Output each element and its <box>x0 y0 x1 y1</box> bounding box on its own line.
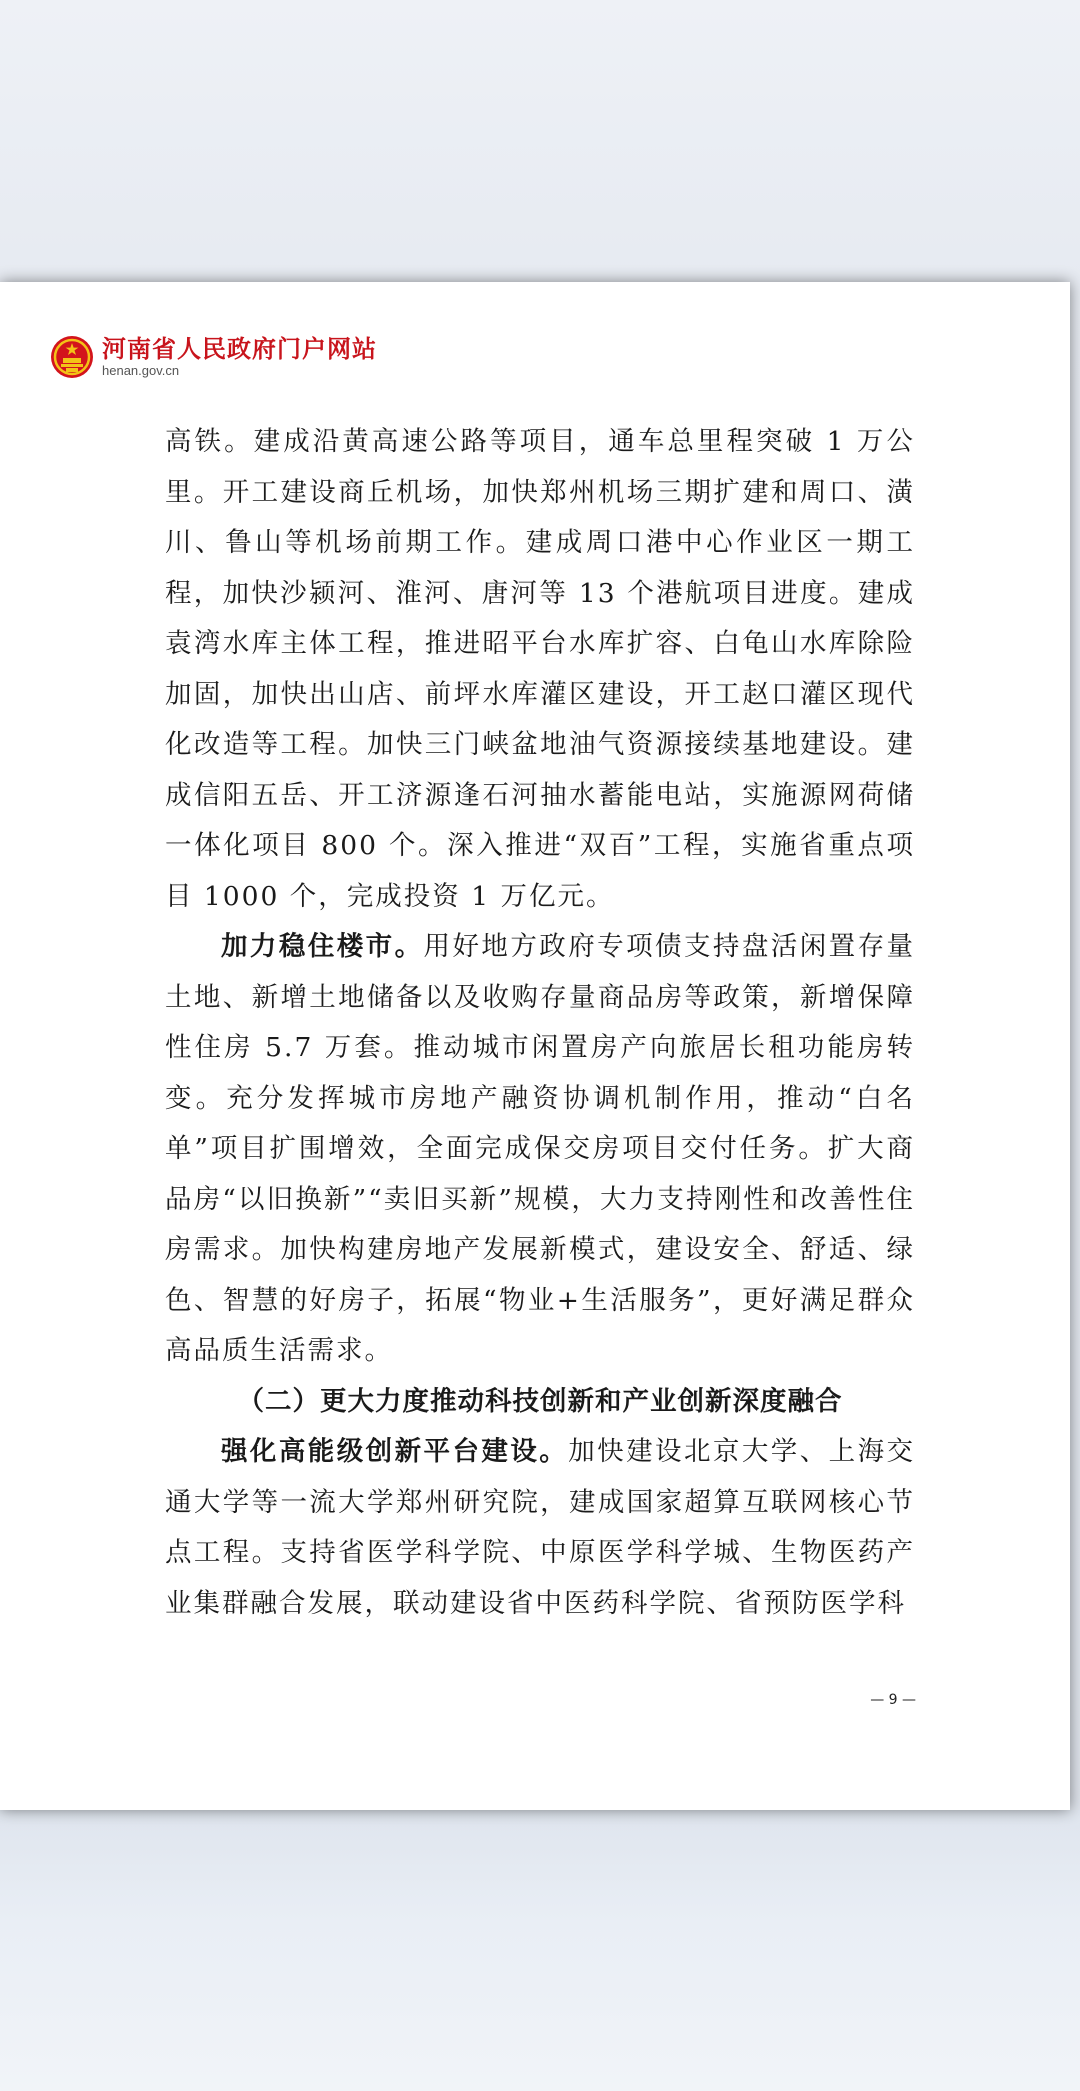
page-background <box>0 1810 1080 2091</box>
paragraph-lead: 加力稳住楼市。 <box>221 931 424 962</box>
national-emblem-icon <box>50 335 94 379</box>
site-name: 河南省人民政府门户网站 <box>102 335 377 363</box>
paragraph-body: 加快建设北京大学、上海交通大学等一流大学郑州研究院，建成国家超算互联网核心节点工程。支持省医学科学院、中原医学科学城、生物医药产业集群融合发展，联动建设省中医药科学院、省预防医学科 <box>165 1436 916 1619</box>
paragraph-lead: 强化高能级创新平台建设。 <box>221 1436 569 1467</box>
page-number: — 9 — <box>870 1692 916 1708</box>
paragraph-innovation <box>165 1427 915 1629</box>
paragraph-housing <box>165 922 915 1377</box>
paragraph-body: 用好地方政府专项债支持盘活闲置存量土地、新增土地储备以及收购存量商品房等政策，新增保障性住房 5.7 万套。推动城市闲置房产向旅居长租功能房转变。充分发挥城市房地产融资协调机制作用，推动“白名单”项目扩围增效，全面完成保交房项目交付任务。扩大商品房“以旧换新”“卖旧买新”规模，大力支持刚性和改善性住房需求。加快构建房地产发展新模式，建设安全、舒适、绿色、智慧的好房子，拓展“物业+生活服务”，更好满足群众高品质生活需求。 <box>165 931 916 1366</box>
document-page <box>0 282 1070 1810</box>
site-domain: henan.gov.cn <box>102 363 180 378</box>
paragraph-infrastructure: 高铁。建成沿黄高速公路等项目，通车总里程突破 1 万公里。开工建设商丘机场，加快郑州机场三期扩建和周口、潢川、鲁山等机场前期工作。建成周口港中心作业区一期工程，加快沙颍河、淮河、唐河等 13 个港航项目进度。建成袁湾水库主体工程，推进昭平台水库扩容、白龟山水库除险加固，加快出山店、前坪水库灌区建设，开工赵口灌区现代化改造等工程。加快三门峡盆地油气资源接续基地建设。建成信阳五岳、开工济源逢石河抽水蓄能电站，实施源网荷储一体化项目 800 个。深入推进“双百”工程，实施省重点项目 1000 个，完成投资 1 万亿元。 <box>165 426 915 912</box>
site-logo[interactable] <box>50 335 377 379</box>
document-body <box>165 417 915 1629</box>
section-heading: （二）更大力度推动科技创新和产业创新深度融合 <box>237 1385 843 1417</box>
